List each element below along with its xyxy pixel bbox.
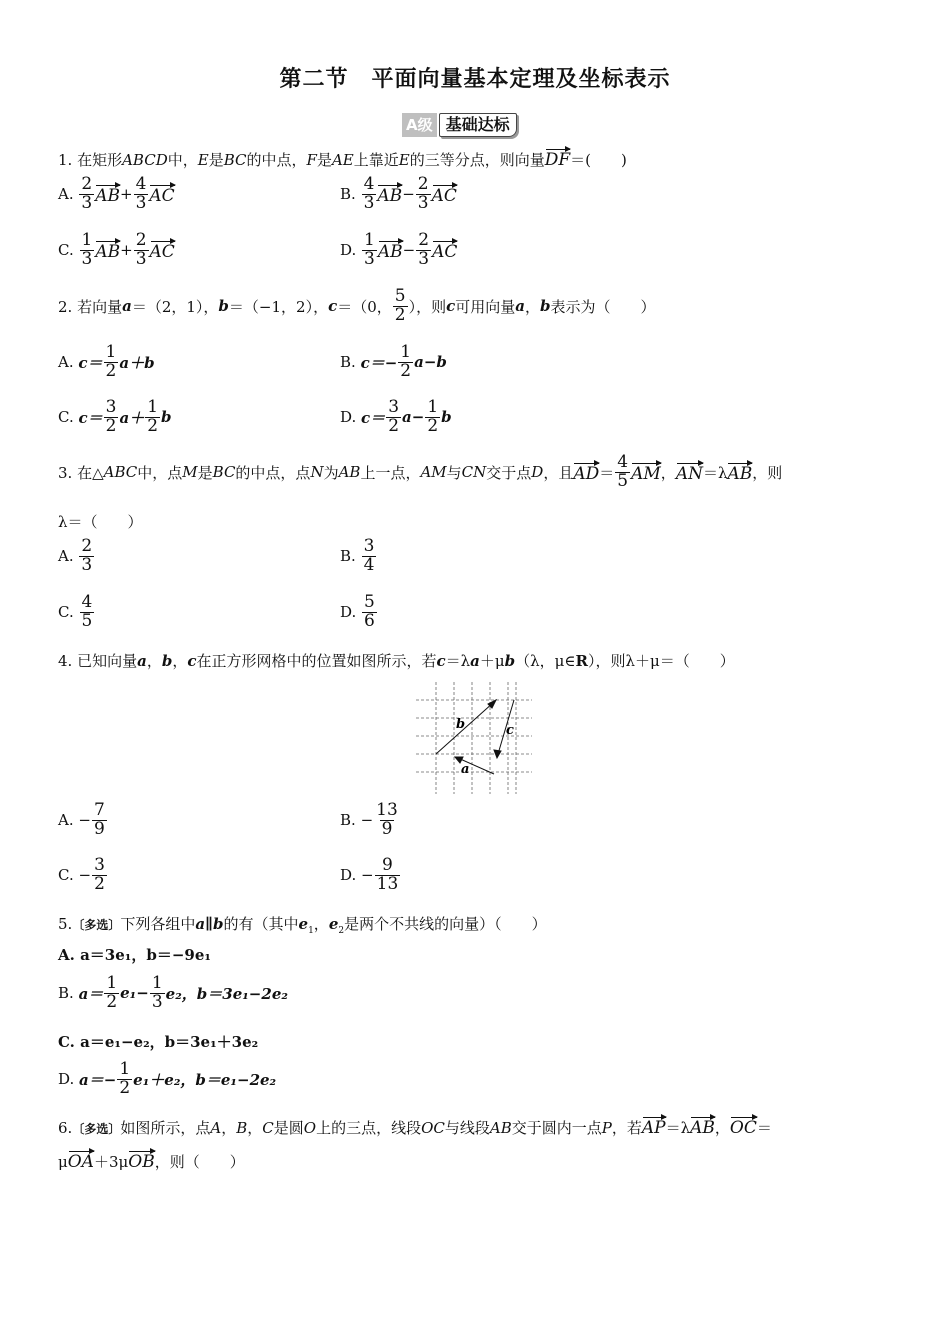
q5-option-b[interactable]: B. a＝ $\frac{1}{2}$ e₁− $\frac{1}{3}$ e₂，b＝3e₁−2e₂	[58, 973, 288, 1012]
question-2-stem: 2. 若向量 a ＝（2，1）， b ＝（−1，2）， c ＝（0， $\frac{5}{2}$ ），则 c 可用向量 a ， b 表示为（ ）	[58, 286, 656, 325]
label-a: a	[461, 762, 470, 777]
q3-option-c[interactable]: C. $\frac{4}{5}$	[58, 592, 93, 631]
q1-option-d[interactable]: D. $\frac{1}{3}$ AB − $\frac{2}{3}$ AC	[340, 230, 458, 269]
q3-option-a[interactable]: A. $\frac{2}{3}$	[58, 536, 93, 575]
q3-option-b[interactable]: B. $\frac{3}{4}$	[340, 536, 375, 575]
q1-option-b[interactable]: B. $\frac{4}{3}$ AB − $\frac{2}{3}$ AC	[340, 174, 457, 213]
question-6-stem: 6.〔多选〕如图所示，点A，B，C是圆O上的三点，线段OC与线段AB交于圆内一点P，若AP＝λAB，OC＝	[58, 1114, 772, 1138]
question-1-stem: 1. 在矩形ABCD中，E是BC的中点，F是AE上靠近E的三等分点，则向量DF＝( )	[58, 146, 627, 170]
q5-option-d[interactable]: D. a＝− $\frac{1}{2}$ e₁＋e₂，b＝e₁−2e₂	[58, 1059, 277, 1098]
q2-option-b[interactable]: B. c＝− $\frac{1}{2}$ a−b	[340, 342, 447, 381]
q2-option-d[interactable]: D. c＝ $\frac{3}{2}$ a− $\frac{1}{2}$ b	[340, 397, 452, 436]
q4-option-b[interactable]: B. − $\frac{13}{9}$	[340, 800, 398, 839]
question-4-stem: 4. 已知向量a，b，c在正方形网格中的位置如图所示，若c＝λa＋μb（λ，μ∈R），则λ＋μ＝（ ）	[58, 652, 735, 670]
label-c: c	[506, 723, 514, 738]
vector-grid-figure	[412, 680, 536, 798]
level-label: 基础达标	[439, 113, 517, 137]
label-b: b	[456, 717, 466, 732]
q4-option-d[interactable]: D. − $\frac{9}{13}$	[340, 855, 399, 894]
level-badge	[402, 112, 517, 138]
q4-option-a[interactable]: A. − $\frac{7}{9}$	[58, 800, 105, 839]
question-3-stem-line2: λ＝（ ）	[58, 513, 143, 531]
q1-option-a[interactable]: A. $\frac{2}{3}$ AB + $\frac{4}{3}$ AC	[58, 174, 175, 213]
q5-option-a[interactable]: A. a＝3e₁，b＝−9e₁	[58, 946, 211, 964]
question-3-stem: 3. 在△ ABC 中，点 M 是 BC 的中点，点 N 为 AB 上一点， AM 与 CN 交于点 D ，且 AD ＝ $\frac{4}{5}$ AM ， AN ＝λ AB ，则	[58, 452, 783, 491]
q4-option-c[interactable]: C. − $\frac{3}{2}$	[58, 855, 105, 894]
level-tag: A级	[402, 113, 437, 137]
question-5-stem: 5.〔多选〕下列各组中a∥b的有（其中$e_1$，$e_2$是两个不共线的向量）（ ）	[58, 915, 547, 936]
page-title: 第二节 平面向量基本定理及坐标表示	[279, 67, 671, 92]
q5-option-c[interactable]: C. a＝e₁−e₂，b＝3e₁＋3e₂	[58, 1033, 259, 1051]
q2-option-a[interactable]: A. c＝ $\frac{1}{2}$ a＋b	[58, 342, 155, 381]
grid-lines	[416, 682, 532, 794]
q2-option-c[interactable]: C. c＝ $\frac{3}{2}$ a＋ $\frac{1}{2}$ b	[58, 397, 172, 436]
question-6-stem-line2: μOA＋3μOB，则（ ）	[58, 1148, 245, 1172]
q1-option-c[interactable]: C. $\frac{1}{3}$ AB + $\frac{2}{3}$ AC	[58, 230, 175, 269]
vector-c-arrowhead	[494, 750, 501, 758]
q3-option-d[interactable]: D. $\frac{5}{6}$	[340, 592, 375, 631]
